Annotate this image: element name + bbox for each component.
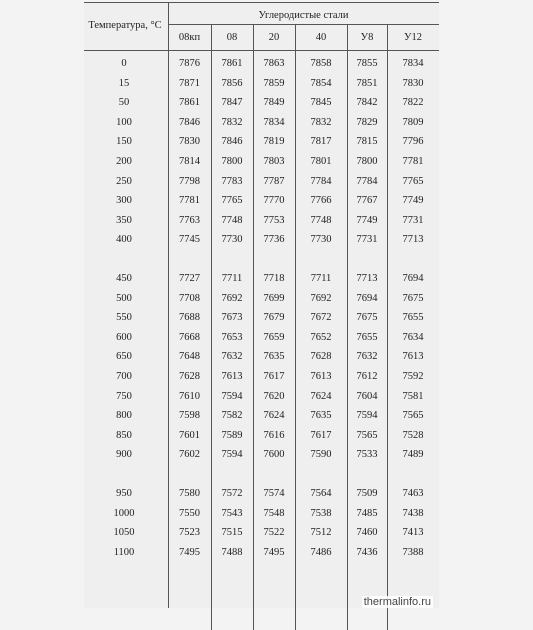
temperature-cell: 900 — [116, 449, 132, 461]
temperature-cell: 0 — [121, 58, 127, 69]
density-cell: 7565 — [402, 410, 424, 422]
density-cell: 7694 — [356, 292, 378, 304]
density-cell: 7801 — [310, 156, 332, 167]
density-cell: 7784 — [356, 175, 378, 187]
density-cell: 7809 — [402, 116, 424, 128]
density-cell: 7594 — [221, 449, 243, 461]
density-cell: 7635 — [263, 351, 285, 363]
density-cell: 7832 — [310, 116, 332, 128]
density-cell: 7548 — [263, 507, 285, 519]
column-divider — [295, 24, 296, 630]
density-cell: 7731 — [402, 214, 424, 226]
column-divider — [253, 24, 254, 630]
density-cell: 7688 — [179, 312, 200, 324]
density-cell: 7847 — [221, 97, 243, 109]
density-cell: 7582 — [221, 410, 243, 422]
density-cell: 7620 — [263, 390, 285, 402]
density-cell: 7438 — [402, 507, 424, 519]
temperature-cell: 850 — [116, 429, 132, 441]
density-cell: 7798 — [179, 175, 200, 187]
density-cell: 7834 — [263, 116, 285, 128]
temperature-cell: 600 — [116, 331, 132, 343]
watermark: thermalinfo.ru — [363, 596, 431, 608]
density-cell: 7822 — [402, 97, 424, 109]
temperature-cell: 550 — [116, 312, 132, 324]
density-cell: 7628 — [179, 371, 200, 382]
density-cell: 7488 — [221, 546, 243, 558]
density-cell: 7589 — [221, 429, 243, 441]
temperature-header: Температура, °С — [88, 20, 162, 31]
density-cell: 7819 — [263, 136, 285, 148]
temperature-cell: 750 — [116, 390, 132, 402]
density-cell: 7694 — [402, 273, 424, 284]
density-cell: 7781 — [179, 195, 200, 207]
density-cell: 7632 — [356, 351, 378, 363]
header-bottom-border — [84, 50, 439, 51]
density-cell: 7610 — [179, 390, 200, 402]
density-cell: 7876 — [179, 58, 200, 69]
density-cell: 7730 — [221, 234, 243, 246]
temperature-cell: 15 — [118, 77, 130, 89]
density-cell: 7592 — [402, 371, 424, 382]
density-cell: 7632 — [221, 351, 243, 363]
density-cell: 7765 — [221, 195, 243, 207]
density-cell: 7653 — [221, 331, 243, 343]
density-cell: 7849 — [263, 97, 285, 109]
density-cell: 7699 — [263, 292, 285, 304]
density-cell: 7763 — [179, 214, 200, 226]
density-cell: 7388 — [402, 546, 424, 558]
density-cell: 7528 — [402, 429, 424, 441]
density-cell: 7594 — [356, 410, 378, 422]
density-cell: 7624 — [310, 390, 332, 402]
density-cell: 7765 — [402, 175, 424, 187]
density-cell: 7766 — [310, 195, 332, 207]
density-cell: 7718 — [263, 273, 285, 284]
temperature-cell: 950 — [116, 488, 132, 499]
density-cell: 7679 — [263, 312, 285, 324]
density-cell: 7624 — [263, 410, 285, 422]
temperature-cell: 700 — [116, 371, 132, 382]
column-header: 20 — [268, 32, 280, 43]
density-cell: 7617 — [310, 429, 332, 441]
density-cell: 7711 — [221, 273, 243, 284]
density-cell: 7436 — [356, 546, 378, 558]
density-cell: 7523 — [179, 527, 200, 539]
density-cell: 7509 — [356, 488, 378, 499]
density-table — [84, 2, 439, 608]
group-divider — [168, 24, 439, 25]
density-cell: 7745 — [179, 234, 200, 246]
density-cell: 7784 — [310, 175, 332, 187]
density-cell: 7767 — [356, 195, 378, 207]
density-cell: 7749 — [402, 195, 424, 207]
density-cell: 7628 — [310, 351, 332, 363]
density-cell: 7668 — [179, 331, 200, 343]
density-cell: 7855 — [356, 58, 378, 69]
density-cell: 7659 — [263, 331, 285, 343]
density-cell: 7652 — [310, 331, 332, 343]
density-cell: 7602 — [179, 449, 200, 461]
density-cell: 7861 — [179, 97, 200, 109]
column-header: 08 — [226, 32, 238, 43]
density-cell: 7495 — [263, 546, 285, 558]
density-cell: 7601 — [179, 429, 200, 441]
density-cell: 7543 — [221, 507, 243, 519]
temperature-cell: 350 — [116, 214, 132, 226]
density-cell: 7736 — [263, 234, 285, 246]
density-cell: 7730 — [310, 234, 332, 246]
density-cell: 7830 — [402, 77, 424, 89]
temperature-cell: 500 — [116, 292, 132, 304]
density-cell: 7846 — [221, 136, 243, 148]
density-cell: 7572 — [221, 488, 243, 499]
density-cell: 7859 — [263, 77, 285, 89]
density-cell: 7863 — [263, 58, 285, 69]
column-divider — [347, 24, 348, 630]
temperature-cell: 50 — [118, 97, 130, 109]
density-cell: 7673 — [221, 312, 243, 324]
density-cell: 7781 — [402, 156, 424, 167]
density-cell: 7564 — [310, 488, 332, 499]
column-header: У8 — [360, 32, 374, 43]
density-cell: 7538 — [310, 507, 332, 519]
density-cell: 7581 — [402, 390, 424, 402]
density-cell: 7675 — [402, 292, 424, 304]
density-cell: 7590 — [310, 449, 332, 461]
column-divider — [387, 24, 388, 630]
column-header: 08кп — [178, 32, 201, 43]
density-cell: 7713 — [356, 273, 378, 284]
density-cell: 7753 — [263, 214, 285, 226]
density-cell: 7522 — [263, 527, 285, 539]
density-cell: 7748 — [221, 214, 243, 226]
density-cell: 7594 — [221, 390, 243, 402]
temperature-cell: 250 — [116, 175, 132, 187]
density-cell: 7655 — [356, 331, 378, 343]
density-cell: 7856 — [221, 77, 243, 89]
density-cell: 7604 — [356, 390, 378, 402]
density-cell: 7515 — [221, 527, 243, 539]
temperature-cell: 200 — [116, 156, 132, 167]
density-cell: 7613 — [310, 371, 332, 382]
column-divider — [211, 24, 212, 630]
density-cell: 7675 — [356, 312, 378, 324]
density-cell: 7854 — [310, 77, 332, 89]
density-cell: 7834 — [402, 58, 424, 69]
temperature-cell: 450 — [116, 273, 132, 284]
temperature-cell: 100 — [116, 116, 132, 128]
density-cell: 7796 — [402, 136, 424, 148]
density-cell: 7832 — [221, 116, 243, 128]
density-cell: 7748 — [310, 214, 332, 226]
density-cell: 7574 — [263, 488, 285, 499]
density-cell: 7672 — [310, 312, 332, 324]
density-cell: 7817 — [310, 136, 332, 148]
density-cell: 7845 — [310, 97, 332, 109]
density-cell: 7598 — [179, 410, 200, 422]
density-cell: 7829 — [356, 116, 378, 128]
density-cell: 7613 — [402, 351, 424, 363]
density-cell: 7871 — [179, 77, 200, 89]
density-cell: 7616 — [263, 429, 285, 441]
temperature-cell: 300 — [116, 195, 132, 207]
density-cell: 7565 — [356, 429, 378, 441]
density-cell: 7727 — [179, 273, 200, 284]
temperature-cell: 150 — [116, 136, 132, 148]
density-cell: 7783 — [221, 175, 243, 187]
density-cell: 7495 — [179, 546, 200, 558]
density-cell: 7815 — [356, 136, 378, 148]
density-cell: 7770 — [263, 195, 285, 207]
density-cell: 7858 — [310, 58, 332, 69]
temperature-cell: 400 — [116, 234, 132, 246]
temperature-cell: 1050 — [113, 527, 135, 539]
temperature-cell: 800 — [116, 410, 132, 422]
steel-group-header: Углеродистые стали — [258, 10, 349, 21]
density-cell: 7731 — [356, 234, 378, 246]
density-cell: 7711 — [310, 273, 332, 284]
density-cell: 7533 — [356, 449, 378, 461]
temperature-cell: 1100 — [113, 546, 135, 558]
density-cell: 7800 — [221, 156, 243, 167]
density-cell: 7634 — [402, 331, 424, 343]
temperature-cell: 650 — [116, 351, 132, 363]
density-cell: 7460 — [356, 527, 378, 539]
density-cell: 7800 — [356, 156, 378, 167]
density-cell: 7489 — [402, 449, 424, 461]
density-cell: 7486 — [310, 546, 332, 558]
density-cell: 7842 — [356, 97, 378, 109]
density-cell: 7600 — [263, 449, 285, 461]
density-cell: 7512 — [310, 527, 332, 539]
column-header: 40 — [315, 32, 327, 43]
density-cell: 7803 — [263, 156, 285, 167]
temperature-cell: 1000 — [113, 507, 135, 519]
density-cell: 7635 — [310, 410, 332, 422]
density-cell: 7861 — [221, 58, 243, 69]
density-cell: 7413 — [402, 527, 424, 539]
density-cell: 7787 — [263, 175, 285, 187]
density-cell: 7851 — [356, 77, 378, 89]
density-cell: 7749 — [356, 214, 378, 226]
density-cell: 7830 — [179, 136, 200, 148]
density-cell: 7814 — [179, 156, 200, 167]
column-header: У12 — [404, 32, 422, 43]
density-cell: 7613 — [221, 371, 243, 382]
density-cell: 7846 — [179, 116, 200, 128]
density-cell: 7692 — [310, 292, 332, 304]
table-top-border — [84, 2, 439, 3]
density-cell: 7655 — [402, 312, 424, 324]
density-cell: 7550 — [179, 507, 200, 519]
density-cell: 7708 — [179, 292, 200, 304]
density-cell: 7612 — [356, 371, 378, 382]
density-cell: 7463 — [402, 488, 424, 499]
density-cell: 7580 — [179, 488, 200, 499]
density-cell: 7692 — [221, 292, 243, 304]
density-cell: 7617 — [263, 371, 285, 382]
density-cell: 7713 — [402, 234, 424, 246]
density-cell: 7485 — [356, 507, 378, 519]
density-cell: 7648 — [179, 351, 200, 363]
